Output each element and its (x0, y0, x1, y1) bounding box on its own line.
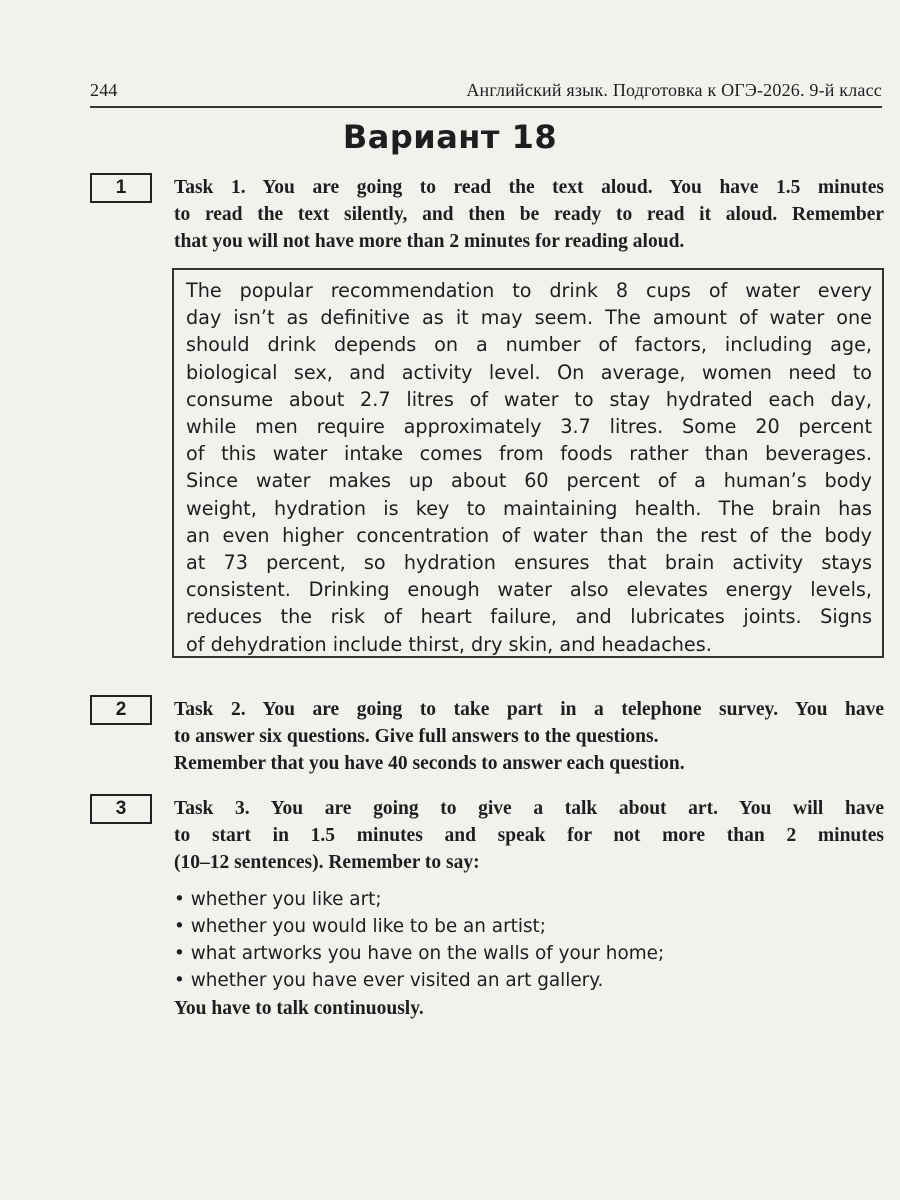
task-3-closing: You have to talk continuously. (174, 998, 424, 1019)
task-3-bullet-list (174, 886, 874, 994)
task-2-number-box: 2 (90, 695, 152, 725)
reading-text-line: consume about 2.7 litres of water to stay hydrated each day, (186, 387, 872, 411)
task-2-line: Remember that you have 40 seconds to answer each question. (174, 753, 685, 774)
task-1-line: to read the text silently, and then be ready to read it aloud. Remember (174, 204, 884, 225)
reading-text-line: of dehydration include thirst, dry skin, and headaches. (186, 632, 712, 656)
task-2-instructions (174, 696, 884, 777)
reading-text-line: biological sex, and activity level. On average, women need to (186, 360, 872, 384)
task-2-line: Task 2. You are going to take part in a telephone survey. You have (174, 699, 884, 720)
task-3-number-box: 3 (90, 794, 152, 824)
list-item: • whether you have ever visited an art gallery. (174, 970, 604, 991)
task-1-instructions (174, 174, 884, 255)
reading-text-line: at 73 percent, so hydration ensures that brain activity stays (186, 551, 872, 575)
reading-text-line: an even higher concentration of water than the rest of the body (186, 523, 872, 547)
task-1-line: that you will not have more than 2 minutes for reading aloud. (174, 231, 685, 252)
running-header (90, 78, 882, 108)
reading-text-line: reduces the risk of heart failure, and lubricates joints. Signs (186, 605, 872, 629)
task-2-line: to answer six questions. Give full answers to the questions. (174, 726, 659, 747)
reading-text-line: Since water makes up about 60 percent of a human’s body (186, 469, 872, 493)
task-3-instructions (174, 795, 884, 876)
reading-text-line: of this water intake comes from foods rather than beverages. (186, 442, 872, 466)
page-number: 244 (90, 80, 118, 100)
reading-text-line: consistent. Drinking enough water also elevates energy levels, (186, 578, 872, 602)
list-item: • what artworks you have on the walls of your home; (174, 943, 665, 964)
reading-text-line: weight, hydration is key to maintaining health. The brain has (186, 496, 872, 520)
task-3-line: Task 3. You are going to give a talk about art. You will have (174, 798, 884, 819)
task-3-line: to start in 1.5 minutes and speak for not more than 2 minutes (174, 825, 884, 846)
reading-text-line: should drink depends on a number of factors, including age, (186, 333, 872, 357)
book-title: Английский язык. Подготовка к ОГЭ-2026. 9-й класс (466, 80, 882, 100)
reading-text-line: while men require approximately 3.7 litres. Some 20 percent (186, 415, 872, 439)
reading-text-box (172, 268, 884, 658)
task-1-line: Task 1. You are going to read the text aloud. You have 1.5 minutes (174, 177, 884, 198)
list-item: • whether you would like to be an artist; (174, 916, 546, 937)
task-1-number-box: 1 (90, 173, 152, 203)
list-item: • whether you like art; (174, 889, 382, 910)
task-3-line: (10–12 sentences). Remember to say: (174, 852, 480, 873)
reading-text-line: day isn’t as definitive as it may seem. The amount of water one (186, 306, 872, 330)
reading-text-line: The popular recommendation to drink 8 cups of water every (186, 279, 872, 302)
variant-title: Вариант 18 (342, 118, 558, 156)
